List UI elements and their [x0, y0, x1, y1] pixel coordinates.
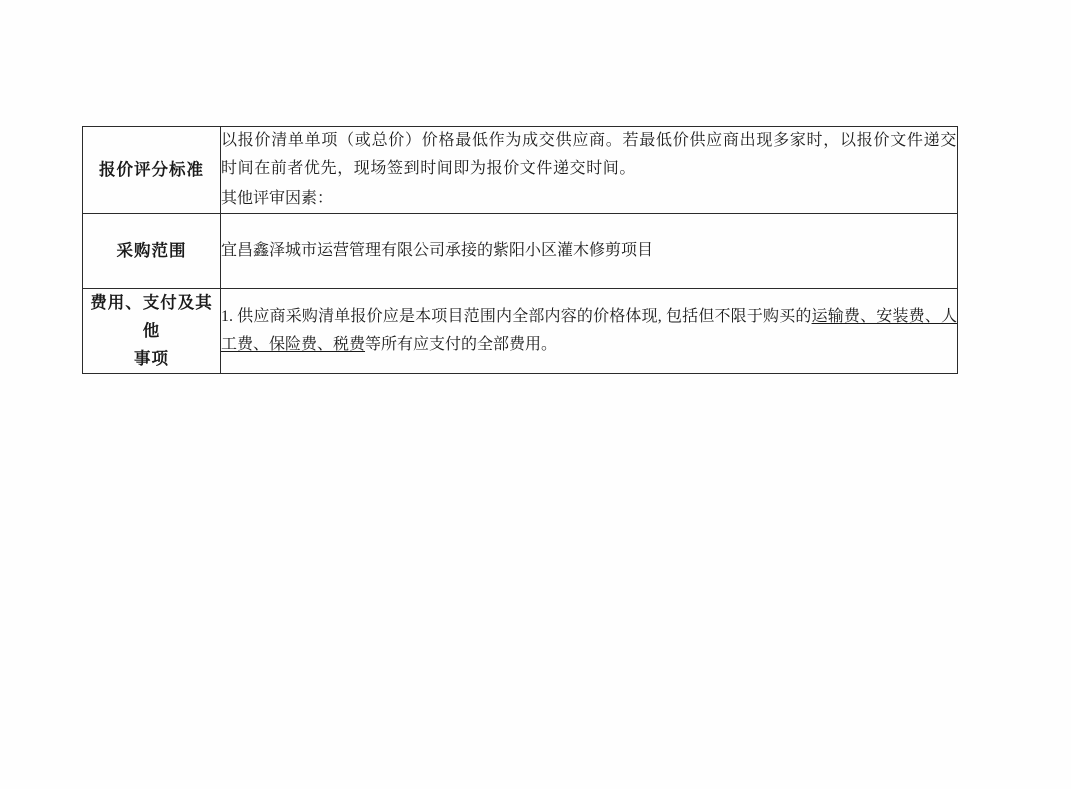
requirements-table	[82, 126, 958, 374]
fees-text-prefix: 1. 供应商采购清单报价应是本项目范围内全部内容的价格体现, 包括但不限于购买的	[221, 308, 812, 326]
fees-label-line-1: 费用、支付及其他	[90, 293, 213, 341]
procurement-scope-text: 宜昌鑫泽城市运营管理有限公司承接的紫阳小区灌木修剪项目	[221, 242, 654, 259]
fees-label-line-2: 事项	[134, 349, 169, 369]
row-content-fees-payment	[221, 289, 958, 374]
row-label-procurement-scope: 采购范围	[83, 214, 221, 289]
fees-text-underlined: 运输费、安装费、人工费、保险费、税费	[221, 308, 957, 354]
row-content-procurement-scope	[221, 214, 958, 289]
fees-payment-text	[221, 303, 957, 359]
scoring-criteria-paragraph-1: 以报价清单单项（或总价）价格最低作为成交供应商。若最低价供应商出现多家时，以报价文件递交时间在前者优先，现场签到时间即为报价文件递交时间。	[221, 132, 957, 177]
row-label-scoring-criteria: 报价评分标准	[83, 127, 221, 214]
table-row	[83, 289, 958, 374]
table-row	[83, 214, 958, 289]
fees-text-suffix: 等所有应支付的全部费用。	[365, 336, 558, 354]
table-row	[83, 127, 958, 214]
scoring-criteria-paragraph-2: 其他评审因素：	[221, 190, 334, 207]
row-label-fees-payment	[83, 289, 221, 374]
row-content-scoring-criteria	[221, 127, 958, 214]
